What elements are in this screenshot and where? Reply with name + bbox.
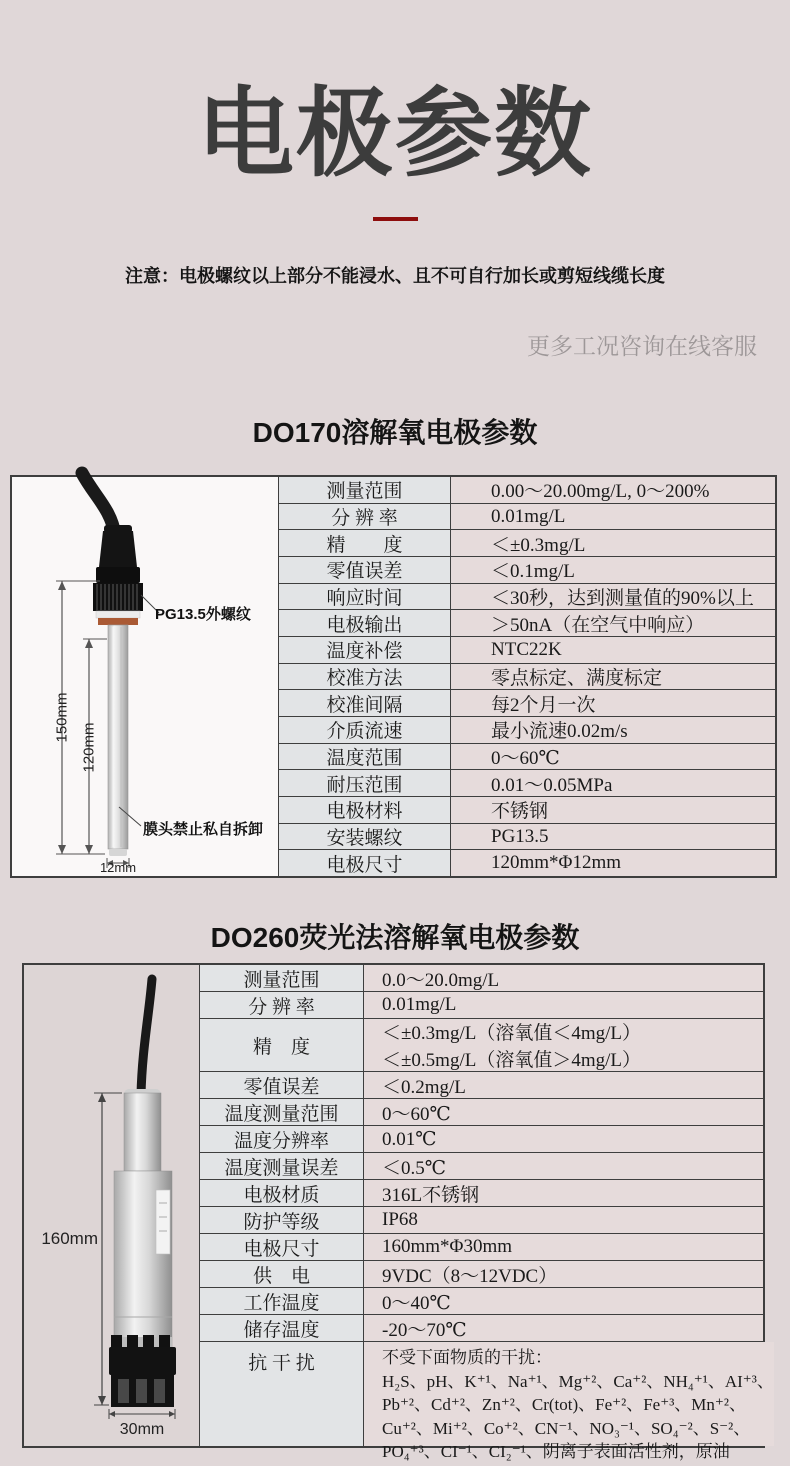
spec-value: IP68 xyxy=(364,1207,763,1233)
table-row xyxy=(279,824,775,851)
table-row xyxy=(279,850,775,876)
table-row xyxy=(279,797,775,824)
warning-note: 注意：电极螺纹以上部分不能浸水、且不可自行加长或剪短线缆长度 xyxy=(125,266,665,286)
table-row xyxy=(200,1019,763,1072)
spec-value: ＜0.2mg/L xyxy=(364,1072,763,1098)
spec-label: 校准方法 xyxy=(279,664,451,690)
spec-label: 抗 干 扰 xyxy=(200,1342,364,1446)
table-row xyxy=(200,1342,774,1461)
spec-value: 0～40℃ xyxy=(364,1288,763,1314)
spec-value: NTC22K xyxy=(451,637,775,663)
spec-label: 供 电 xyxy=(200,1261,364,1287)
spec-value: 120mm*Φ12mm xyxy=(451,850,775,876)
spec-label: 电极尺寸 xyxy=(200,1234,364,1260)
spec-value: 最小流速0.02m/s xyxy=(451,717,775,743)
label-sticker xyxy=(156,1190,170,1254)
spec-value: 零点标定、满度标定 xyxy=(451,664,775,690)
table-row xyxy=(279,557,775,584)
spec-value: 0～60℃ xyxy=(364,1099,763,1125)
spec-label: 电极尺寸 xyxy=(279,850,451,876)
red-divider xyxy=(373,217,418,221)
table-row xyxy=(200,1072,763,1099)
spec-value: PG13.5 xyxy=(451,824,775,850)
customer-service-link[interactable]: 更多工况咨询在线客服 xyxy=(527,333,757,359)
spec-label: 零值误差 xyxy=(200,1072,364,1098)
dimension-label-150mm: 150mm xyxy=(53,692,71,743)
spec-value: 0.00～20.00mg/L, 0～200% xyxy=(451,477,775,503)
table-row xyxy=(279,690,775,717)
white-ring xyxy=(96,611,140,618)
table-row xyxy=(200,1126,763,1153)
spec-label: 校准间隔 xyxy=(279,690,451,716)
spec-label: 防护等级 xyxy=(200,1207,364,1233)
spec-value: ＜±0.3mg/L xyxy=(451,530,775,556)
table-row xyxy=(279,664,775,691)
membrane-tip xyxy=(109,849,127,856)
spec-value: -20～70℃ xyxy=(364,1315,763,1341)
table-row xyxy=(279,770,775,797)
spec-label: 响应时间 xyxy=(279,584,451,610)
table-row xyxy=(200,965,763,992)
spec-label: 安装螺纹 xyxy=(279,824,451,850)
spec-label: 电极材料 xyxy=(279,797,451,823)
spec-label: 分 辨 率 xyxy=(200,992,364,1018)
spec-label: 温度补偿 xyxy=(279,637,451,663)
table-row xyxy=(200,1288,763,1315)
spec-label: 温度范围 xyxy=(279,744,451,770)
spec-label: 介质流速 xyxy=(279,717,451,743)
do260-heading: DO260荧光法溶解氧电极参数 xyxy=(210,922,580,953)
spec-value-interference: 不受下面物质的干扰： H₂S、pH、K⁺¹、Na⁺¹、Mg⁺²、Ca⁺²、NH₄⁺¹、AI⁺³、 Pb⁺²、Cd⁺²、Zn⁺²、Cr(tot)、Fe⁺²、Fe⁺³、Mn⁺²、 Cu⁺²、Mi⁺²、Co⁺²、CN⁻¹、NO₃⁻¹、SO₄⁻²、S⁻²、 PO₄⁺³、CI⁻¹、CI₂⁻¹、阴离子表面活性剂，原油 xyxy=(364,1342,774,1446)
dimension-label-160mm: 160mm xyxy=(41,1229,98,1248)
spec-value: 不锈钢 xyxy=(451,797,775,823)
table-row xyxy=(200,1234,763,1261)
spec-label: 储存温度 xyxy=(200,1315,364,1341)
spec-label: 精 度 xyxy=(279,530,451,556)
spec-label: 工作温度 xyxy=(200,1288,364,1314)
table-row xyxy=(200,992,763,1019)
table-row xyxy=(279,744,775,771)
spec-value: 0～60℃ xyxy=(451,744,775,770)
spec-value: 0.01mg/L xyxy=(364,992,763,1018)
spec-value: 316L不锈钢 xyxy=(364,1180,763,1206)
do170-spec-table xyxy=(278,477,775,876)
spec-label: 分 辨 率 xyxy=(279,504,451,530)
orange-ring xyxy=(98,618,138,625)
table-row xyxy=(279,610,775,637)
table-row xyxy=(200,1153,763,1180)
spec-label: 温度测量误差 xyxy=(200,1153,364,1179)
do170-electrode-diagram xyxy=(12,477,275,876)
crown-slots xyxy=(118,1379,165,1403)
spec-value: ＜30秒，达到测量值的90%以上 xyxy=(451,584,775,610)
table-row xyxy=(279,584,775,611)
table-row xyxy=(279,530,775,557)
cable-boot-cone xyxy=(99,531,137,567)
table-row xyxy=(279,477,775,504)
table-row xyxy=(279,637,775,664)
spec-value: 0.01mg/L xyxy=(451,504,775,530)
table-row xyxy=(279,717,775,744)
spec-value: ＜0.5℃ xyxy=(364,1153,763,1179)
thread-callout-label: PG13.5外螺纹 xyxy=(155,606,251,623)
table-row xyxy=(279,504,775,531)
cable xyxy=(141,979,152,1095)
do170-panel xyxy=(10,475,777,878)
spec-value: ＜0.1mg/L xyxy=(451,557,775,583)
table-row xyxy=(200,1261,763,1288)
spec-label: 零值误差 xyxy=(279,557,451,583)
spec-value: 每2个月一次 xyxy=(451,690,775,716)
spec-label: 温度测量范围 xyxy=(200,1099,364,1125)
dimension-30mm xyxy=(109,1409,175,1419)
spec-label: 测量范围 xyxy=(279,477,451,503)
spec-label: 电极输出 xyxy=(279,610,451,636)
do260-panel xyxy=(22,963,774,1461)
page-title: 电极参数 xyxy=(197,79,593,188)
table-row xyxy=(200,1207,763,1234)
spec-value: 9VDC（8～12VDC） xyxy=(364,1261,763,1287)
spec-value: 0.0～20.0mg/L xyxy=(364,965,763,991)
table-row xyxy=(200,1099,763,1126)
membrane-callout-label: 膜头禁止私自拆卸 xyxy=(143,821,264,838)
spec-value: 0.01～0.05MPa xyxy=(451,770,775,796)
spec-value: ＞50nA（在空气中响应） xyxy=(451,610,775,636)
table-row xyxy=(200,1315,763,1342)
spec-label: 精 度 xyxy=(200,1019,364,1071)
table-row xyxy=(200,1180,763,1207)
do170-heading: DO170溶解氧电极参数 xyxy=(252,417,538,448)
dimension-label-30mm: 30mm xyxy=(119,1421,165,1438)
dimension-label-120mm: 120mm xyxy=(80,722,98,773)
connector-cap xyxy=(96,567,140,583)
spec-value: ＜±0.3mg/L（溶氧值＜4mg/L） ＜±0.5mg/L（溶氧值＞4mg/L） xyxy=(364,1019,763,1071)
spec-value: 0.01℃ xyxy=(364,1126,763,1152)
do260-spec-table xyxy=(199,965,774,1461)
shaft xyxy=(108,625,128,849)
neck xyxy=(124,1093,161,1171)
spec-label: 耐压范围 xyxy=(279,770,451,796)
spec-label: 电极材质 xyxy=(200,1180,364,1206)
spec-label: 温度分辨率 xyxy=(200,1126,364,1152)
do260-electrode-diagram xyxy=(24,965,197,1446)
dimension-label-12mm: 12mm xyxy=(99,860,137,875)
spec-label: 测量范围 xyxy=(200,965,364,991)
crown-cap xyxy=(109,1347,176,1375)
spec-value: 160mm*Φ30mm xyxy=(364,1234,763,1260)
